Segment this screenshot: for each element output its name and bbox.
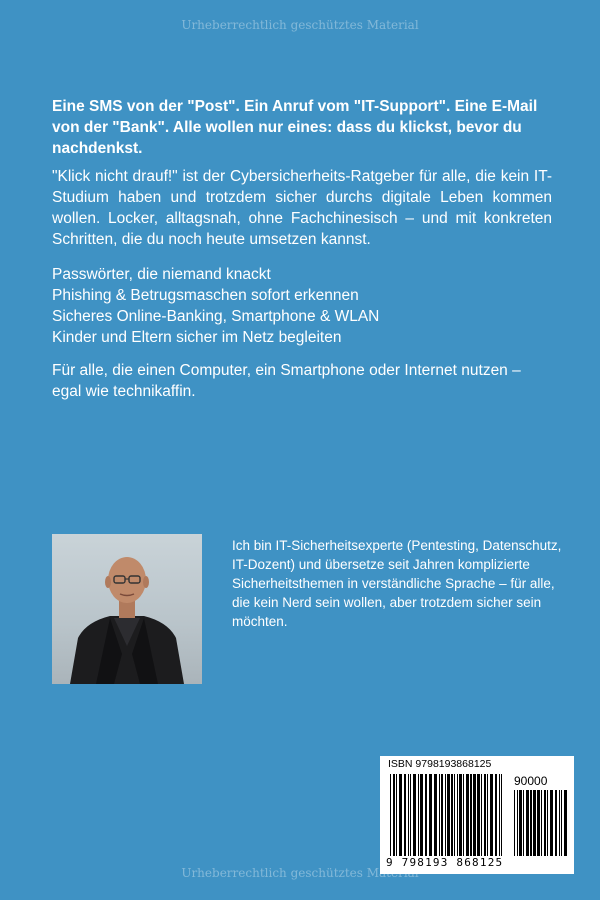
isbn-barcode [380, 756, 574, 874]
author-bio: Ich bin IT-Sicherheitsexperte (Pentesting, Datenschutz, IT-Dozent) und übersetze seit Jahren komplizierte Sicherheitsthemen in verständliche Sprache – für alle, die kein Nerd sein wollen, aber trotzdem sicher sein möchten. [232, 538, 562, 629]
watermark-top: Urheberrechtlich geschütztes Material [181, 18, 419, 32]
author-portrait-icon [52, 534, 202, 684]
watermark-bottom: Urheberrechtlich geschütztes Material [181, 866, 419, 880]
feature-item: Kinder und Eltern sicher im Netz begleiten [52, 329, 342, 346]
feature-list [52, 264, 552, 348]
author-photo [52, 534, 202, 684]
feature-item: Sicheres Online-Banking, Smartphone & WLAN [52, 308, 380, 325]
price-code: 90000 [514, 774, 548, 788]
feature-item: Phishing & Betrugsmaschen sofort erkennen [52, 287, 359, 304]
isbn-label: ISBN 9798193868125 [388, 758, 492, 770]
feature-item: Passwörter, die niemand knackt [52, 266, 271, 283]
description-text: "Klick nicht drauf!" ist der Cybersicherheits-Ratgeber für alle, die kein IT-Studium haben und trotzdem sicher durchs digitale Leben kommen wollen. Locker, alltagsnah, ohne Fachchinesisch – und mit konkreten Schritten, die du noch heute umsetzen kannst. [52, 168, 552, 248]
audience-text: Für alle, die einen Computer, ein Smartphone oder Internet nutzen – egal wie technikaffin. [52, 362, 521, 400]
intro-text: Eine SMS von der "Post". Ein Anruf vom "IT-Support". Eine E-Mail von der "Bank". Alle wollen nur eines: dass du klickst, bevor du nachdenkst. [52, 98, 538, 157]
isbn-digits: 9 798193 868125 [386, 856, 504, 869]
